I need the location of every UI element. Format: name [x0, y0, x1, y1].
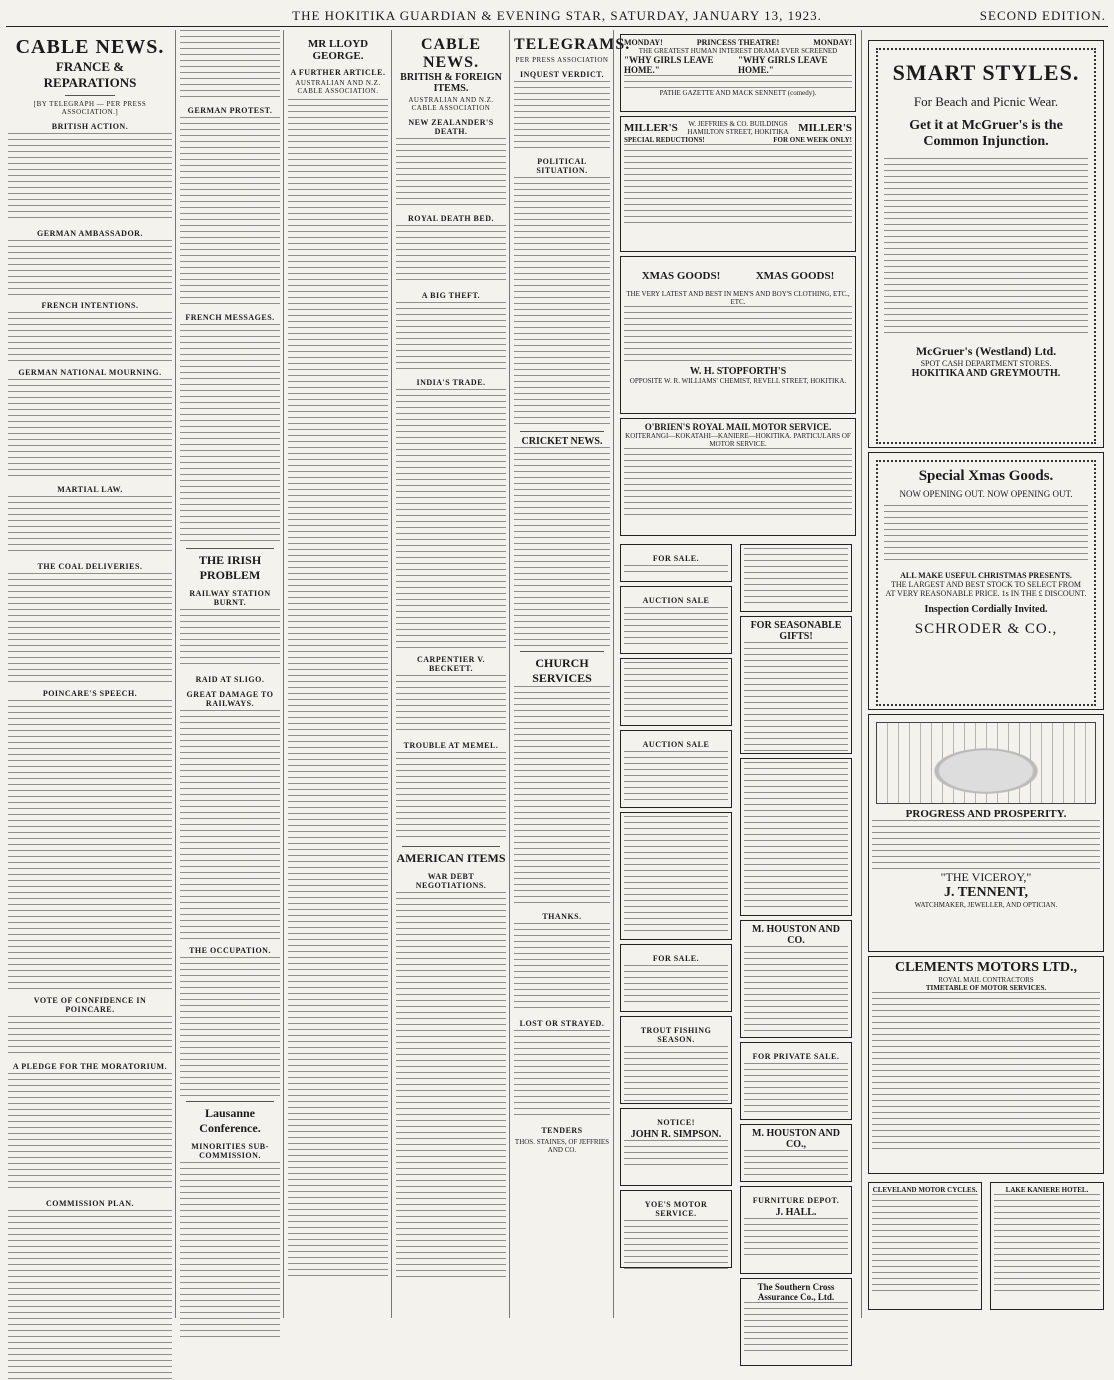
special-xmas-ad	[868, 452, 1104, 710]
lausanne-heading: Lausanne Conference.	[199, 1106, 261, 1135]
column-1	[8, 30, 172, 1318]
section-head: INQUEST VERDICT.	[519, 70, 605, 79]
masthead	[6, 4, 1108, 27]
lloyd-george-heading: MR LLOYD GEORGE.	[307, 38, 369, 62]
classified-ad: M. HOUSTON AND CO.	[740, 920, 852, 1038]
byline: AUSTRALIAN AND N.Z. CABLE ASSOCIATION.	[295, 79, 381, 95]
millers-right: MILLER'S	[798, 122, 852, 134]
theatre-right: MONDAY!	[813, 38, 852, 47]
section-head: MINORITIES SUB-COMMISSION.	[191, 1142, 269, 1160]
mcgruer-injunction: Get it at McGruer's is the Common Injunction.	[909, 118, 1063, 149]
smart-styles-ad	[868, 40, 1104, 448]
column-right	[866, 30, 1106, 1318]
xmas-right: XMAS GOODS!	[755, 270, 835, 282]
kaniere-title: LAKE KANIERE HOTEL.	[1005, 1186, 1089, 1194]
edition-label: SECOND EDITION.	[979, 8, 1106, 23]
section-head: FRENCH INTENTIONS.	[41, 301, 139, 310]
column-5	[514, 30, 631, 1318]
cable-news-heading-2: CABLE NEWS.	[420, 36, 482, 71]
section-head: A FURTHER ARTICLE.	[290, 68, 386, 77]
classified-ad: M. HOUSTON AND CO.,	[740, 1124, 852, 1182]
column-2	[180, 30, 280, 1318]
section-head: GERMAN PROTEST.	[187, 106, 273, 115]
clements-sub: ROYAL MAIL CONTRACTORS	[938, 976, 1034, 984]
illustration-image	[876, 722, 1096, 804]
column-4	[396, 30, 506, 1318]
inspection: Inspection Cordially Invited.	[924, 604, 1048, 615]
xmas-line: THE VERY LATEST AND BEST IN MEN'S AND BOY'S CLOTHING, ETC., ETC.	[626, 290, 850, 306]
classified-ad: The Southern Cross Assurance Co., Ltd.	[740, 1278, 852, 1366]
theatre-left: MONDAY!	[624, 38, 663, 47]
stopforth-name: W. H. STOPFORTH'S	[689, 366, 787, 377]
section-head: COMMISSION PLAN.	[45, 1199, 134, 1208]
classified-ad: TROUT FISHING SEASON.	[620, 1016, 732, 1104]
section-head: RAID AT SLIGO.	[195, 675, 265, 684]
classified-ad: FOR SALE.	[620, 944, 732, 1012]
church-services-heading: CHURCH SERVICES	[532, 656, 592, 685]
beach-picnic: For Beach and Picnic Wear.	[913, 94, 1059, 109]
section-head: ROYAL DEATH BED.	[407, 214, 495, 223]
classified-ad: FURNITURE DEPOT. J. HALL.	[740, 1186, 852, 1274]
section-head: THE COAL DELIVERIES.	[37, 562, 143, 571]
theatre-center: PRINCESS THEATRE!	[696, 38, 780, 47]
section-head: CARPENTIER V. BECKETT.	[417, 655, 485, 673]
american-items-heading: AMERICAN ITEMS	[396, 851, 506, 865]
largest-stock: THE LARGEST AND BEST STOCK TO SELECT FROM	[890, 580, 1082, 589]
clements-title: CLEMENTS MOTORS LTD.,	[894, 960, 1078, 975]
clements-motors-ad	[868, 956, 1104, 1174]
telegrams-heading: TELEGRAMS.	[514, 36, 631, 53]
classified-ad: AUCTION SALE	[620, 730, 732, 808]
kaniere-ad	[990, 1182, 1104, 1310]
section-head: TROUBLE AT MEMEL.	[403, 741, 499, 750]
discount: AT VERY REASONABLE PRICE. 1s IN THE £ DISCOUNT.	[885, 589, 1087, 598]
opening-out: NOW OPENING OUT. NOW OPENING OUT.	[899, 489, 1073, 499]
cleveland-ad	[868, 1182, 982, 1310]
section-head: VOTE OF CONFIDENCE IN POINCARE.	[33, 996, 147, 1014]
section-head: POINCARE'S SPEECH.	[42, 689, 138, 698]
tennent-tag: WATCHMAKER, JEWELLER, AND OPTICIAN.	[914, 901, 1058, 909]
masthead-title: THE HOKITIKA GUARDIAN & EVENING STAR, SATURDAY, JANUARY 13, 1923.	[292, 8, 822, 23]
schroder: SCHRODER & CO.,	[914, 621, 1058, 637]
classified-ad: FOR SALE.	[620, 544, 732, 582]
section-head: LOST OR STRAYED.	[519, 1019, 605, 1028]
cleveland-title: CLEVELAND MOTOR CYCLES.	[872, 1186, 978, 1194]
clements-sub2: TIMETABLE OF MOTOR SERVICES.	[925, 984, 1047, 992]
progress-title: PROGRESS AND PROSPERITY.	[905, 808, 1067, 820]
millers-center: W. JEFFRIES & CO. BUILDINGS HAMILTON STREET, HOKITIKA	[687, 120, 789, 136]
viceroy: "THE VICEROY,"	[940, 870, 1032, 884]
stopforth-address: OPPOSITE W. R. WILLIAMS' CHEMIST, REVELL STREET, HOKITIKA.	[629, 377, 847, 385]
obrien-title: O'BRIEN'S ROYAL MAIL MOTOR SERVICE.	[644, 422, 832, 432]
section-head: GREAT DAMAGE TO RAILWAYS.	[186, 690, 274, 708]
tenders-label: TENDERS	[541, 1126, 583, 1135]
tennent: J. TENNENT,	[944, 885, 1028, 900]
obrien-motor-ad	[620, 418, 856, 536]
cricket-news-heading: CRICKET NEWS.	[521, 436, 603, 447]
section-head: THANKS.	[542, 912, 582, 921]
cable-news-heading: CABLE NEWS.	[15, 36, 165, 58]
section-head: INDIA'S TRADE.	[416, 378, 486, 387]
theatre-line: THE GREATEST HUMAN INTEREST DRAMA EVER SCREENED	[638, 47, 838, 55]
mcgruer-tag: SPOT CASH DEPARTMENT STORES.	[920, 359, 1052, 368]
column-ads	[618, 30, 858, 1318]
classified-ad: AUCTION SALE	[620, 586, 732, 654]
section-head: WAR DEBT NEGOTIATIONS.	[415, 872, 487, 890]
irish-problem-heading: THE IRISH PROBLEM	[198, 553, 262, 582]
section-head: POLITICAL SITUATION.	[536, 157, 588, 175]
section-head: THE OCCUPATION.	[189, 946, 271, 955]
tender-names: THOS. STAINES, OF JEFFRIES AND CO.	[514, 1138, 610, 1154]
theatre-note: PATHE GAZETTE AND MACK SENNETT (comedy).	[659, 89, 817, 97]
france-reparations-heading: FRANCE & REPARATIONS	[43, 59, 137, 90]
column-3	[288, 30, 388, 1318]
byline: PER PRESS ASSOCIATION	[515, 56, 609, 64]
mcgruer-firm: McGruer's (Westland) Ltd.	[915, 344, 1057, 358]
millers-ad	[620, 116, 856, 252]
section-head: RAILWAY STATION BURNT.	[189, 589, 271, 607]
classified-ad: YOE'S MOTOR SERVICE.	[620, 1190, 732, 1268]
classified-ad: NOTICE! JOHN R. SIMPSON.	[620, 1108, 732, 1186]
millers-week: FOR ONE WEEK ONLY!	[773, 136, 852, 144]
section-head: GERMAN AMBASSADOR.	[37, 229, 143, 238]
section-head: BRITISH ACTION.	[51, 122, 129, 131]
classified-ad: FOR SEASONABLE GIFTS!	[740, 616, 852, 754]
mcgruer-place: HOKITIKA AND GREYMOUTH.	[911, 368, 1061, 379]
section-head: A BIG THEFT.	[421, 291, 481, 300]
classified-ad: FOR PRIVATE SALE.	[740, 1042, 852, 1120]
millers-special: SPECIAL REDUCTIONS!	[624, 136, 705, 144]
classified-ad	[740, 758, 852, 916]
film-title-2: "WHY GIRLS LEAVE HOME."	[738, 55, 828, 75]
useful-presents: ALL MAKE USEFUL CHRISTMAS PRESENTS.	[900, 571, 1072, 580]
classified-ad	[740, 544, 852, 612]
obrien-line: KOITERANGI—KOKATAHI—KANIERE—HOKITIKA. PARTICULARS OF MOTOR SERVICE.	[625, 432, 851, 448]
classified-ad	[620, 658, 732, 726]
section-head: MARTIAL LAW.	[57, 485, 123, 494]
special-xmas-title: Special Xmas Goods.	[918, 468, 1054, 484]
xmas-goods-ad	[620, 256, 856, 414]
smart-styles-title: SMART STYLES.	[892, 60, 1080, 85]
byline: AUSTRALIAN AND N.Z. CABLE ASSOCIATION	[408, 96, 494, 112]
byline: [BY TELEGRAPH — PER PRESS ASSOCIATION.]	[33, 100, 147, 116]
british-foreign-heading: BRITISH & FOREIGN ITEMS.	[400, 72, 502, 94]
classified-ad	[620, 812, 732, 940]
theatre-ad	[620, 34, 856, 112]
section-head: GERMAN NATIONAL MOURNING.	[18, 368, 162, 377]
section-head: A PLEDGE FOR THE MORATORIUM.	[12, 1062, 168, 1071]
film-title-1: "WHY GIRLS LEAVE HOME."	[624, 55, 714, 75]
millers-left: MILLER'S	[624, 122, 678, 134]
progress-ad	[868, 714, 1104, 952]
section-head: NEW ZEALANDER'S DEATH.	[408, 118, 494, 136]
section-head: FRENCH MESSAGES.	[185, 313, 275, 322]
xmas-left: XMAS GOODS!	[641, 270, 721, 282]
